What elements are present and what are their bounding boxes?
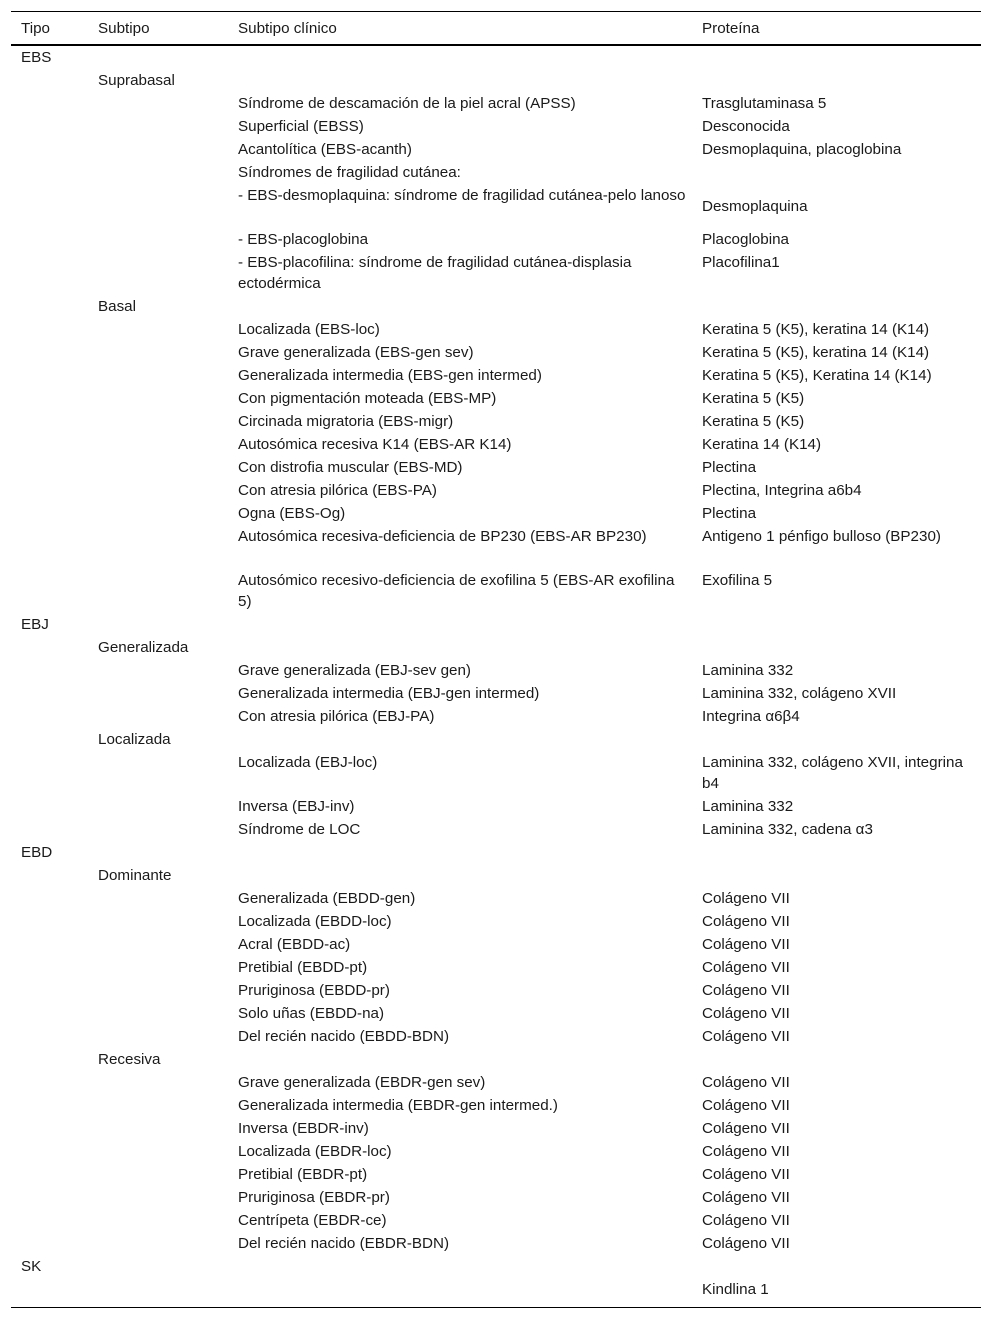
cell-tipo: EBS <box>21 49 52 66</box>
cell-subtipo-clinico: Síndrome de LOC <box>238 821 361 838</box>
cell-subtipo <box>88 456 228 479</box>
cell-tipo <box>11 659 88 682</box>
cell-subtipo <box>88 751 228 795</box>
cell-proteina: Keratina 5 (K5), Keratina 14 (K14) <box>702 367 932 384</box>
cell-subtipo-clinico: - EBS-placofilina: síndrome de fragilidad cutánea-displasia ectodérmica <box>238 254 632 292</box>
cell-tipo <box>11 887 88 910</box>
cell-proteina: Exofilina 5 <box>702 572 773 589</box>
cell-subtipo-clinico: Pretibial (EBDD-pt) <box>238 959 368 976</box>
table-row <box>11 364 981 387</box>
cell-subtipo-clinico: Inversa (EBDR-inv) <box>238 1120 369 1137</box>
cell-proteina: Keratina 5 (K5), keratina 14 (K14) <box>702 344 930 361</box>
cell-tipo <box>11 979 88 1002</box>
cell-subtipo <box>88 228 228 251</box>
cell-subtipo <box>88 433 228 456</box>
cell-proteina: Colágeno VII <box>702 936 790 953</box>
cell-proteina: Colágeno VII <box>702 1143 790 1160</box>
cell-tipo <box>11 364 88 387</box>
table-row <box>11 138 981 161</box>
cell-subtipo <box>88 979 228 1002</box>
cell-subtipo <box>88 1255 228 1278</box>
cell-tipo <box>11 682 88 705</box>
cell-tipo <box>11 818 88 841</box>
cell-tipo <box>11 318 88 341</box>
cell-tipo <box>11 1163 88 1186</box>
cell-subtipo-clinico: Localizada (EBS-loc) <box>238 321 380 338</box>
cell-subtipo <box>88 138 228 161</box>
cell-subtipo-clinico: Acral (EBDD-ac) <box>238 936 351 953</box>
table-row <box>11 1186 981 1209</box>
cell-proteina: Desmoplaquina, placoglobina <box>702 141 902 158</box>
table-row <box>11 410 981 433</box>
cell-proteina: Laminina 332, cadena α3 <box>702 821 873 838</box>
cell-proteina: Colágeno VII <box>702 1097 790 1114</box>
cell-subtipo <box>88 705 228 728</box>
table-row <box>11 636 981 659</box>
cell-subtipo <box>88 956 228 979</box>
cell-tipo <box>11 228 88 251</box>
table-row <box>11 933 981 956</box>
table-row <box>11 387 981 410</box>
cell-proteina: Keratina 5 (K5), keratina 14 (K14) <box>702 321 930 338</box>
cell-subtipo-clinico: Localizada (EBJ-loc) <box>238 754 378 771</box>
table-row <box>11 956 981 979</box>
cell-subtipo-clinico: Acantolítica (EBS-acanth) <box>238 141 412 158</box>
cell-subtipo-clinico: Con atresia pilórica (EBS-PA) <box>238 482 437 499</box>
table-row <box>11 682 981 705</box>
table-row <box>11 115 981 138</box>
cell-subtipo: Generalizada <box>98 639 189 656</box>
table-row <box>11 864 981 887</box>
cell-proteina <box>692 295 981 318</box>
cell-proteina <box>692 864 981 887</box>
cell-subtipo-clinico: Con pigmentación moteada (EBS-MP) <box>238 390 497 407</box>
cell-subtipo-clinico: Circinada migratoria (EBS-migr) <box>238 413 454 430</box>
cell-proteina: Placofilina1 <box>702 254 780 271</box>
cell-subtipo <box>88 887 228 910</box>
table-row <box>11 69 981 92</box>
cell-proteina: Colágeno VII <box>702 982 790 999</box>
header-proteina: Proteína <box>692 12 981 46</box>
cell-tipo <box>11 1186 88 1209</box>
cell-tipo: EBD <box>21 844 53 861</box>
table-row <box>11 1232 981 1255</box>
cell-subtipo-clinico: Solo uñas (EBDD-na) <box>238 1005 385 1022</box>
cell-proteina <box>692 1048 981 1071</box>
table-row <box>11 1002 981 1025</box>
table-row <box>11 1278 981 1308</box>
table-row <box>11 910 981 933</box>
cell-subtipo-clinico: Generalizada intermedia (EBDR-gen intermed.) <box>238 1097 558 1114</box>
cell-proteina: Keratina 5 (K5) <box>702 390 805 407</box>
cell-proteina: Plectina <box>702 505 757 522</box>
header-subtipo-clinico: Subtipo clínico <box>228 12 692 46</box>
cell-tipo <box>11 751 88 795</box>
table-row <box>11 818 981 841</box>
cell-subtipo <box>88 341 228 364</box>
cell-subtipo-clinico <box>228 613 692 636</box>
table-row <box>11 502 981 525</box>
table-row <box>11 45 981 69</box>
table-row <box>11 92 981 115</box>
cell-tipo <box>11 410 88 433</box>
cell-subtipo <box>88 318 228 341</box>
cell-subtipo <box>88 841 228 864</box>
cell-subtipo-clinico: Con distrofia muscular (EBS-MD) <box>238 459 463 476</box>
cell-proteina: Colágeno VII <box>702 1028 790 1045</box>
cell-tipo: EBJ <box>21 616 49 633</box>
cell-tipo <box>11 341 88 364</box>
cell-proteina: Desmoplaquina <box>702 197 808 215</box>
cell-proteina: Placoglobina <box>702 231 789 248</box>
cell-subtipo <box>88 115 228 138</box>
cell-subtipo <box>88 502 228 525</box>
cell-subtipo <box>88 910 228 933</box>
cell-subtipo <box>88 1117 228 1140</box>
cell-tipo <box>11 795 88 818</box>
table-row <box>11 795 981 818</box>
cell-proteina: Colágeno VII <box>702 1005 790 1022</box>
cell-subtipo-clinico: Generalizada (EBDD-gen) <box>238 890 416 907</box>
table-row <box>11 1117 981 1140</box>
cell-subtipo-clinico: Generalizada intermedia (EBJ-gen intermed) <box>238 685 540 702</box>
cell-subtipo <box>88 45 228 69</box>
cell-subtipo <box>88 387 228 410</box>
cell-subtipo-clinico: Localizada (EBDR-loc) <box>238 1143 392 1160</box>
cell-tipo <box>11 1140 88 1163</box>
cell-proteina: Colágeno VII <box>702 890 790 907</box>
cell-subtipo-clinico: Grave generalizada (EBDR-gen sev) <box>238 1074 486 1091</box>
cell-tipo <box>11 705 88 728</box>
cell-proteina <box>692 728 981 751</box>
cell-subtipo-clinico: Grave generalizada (EBJ-sev gen) <box>238 662 471 679</box>
cell-subtipo-clinico <box>228 728 692 751</box>
cell-subtipo-clinico <box>228 69 692 92</box>
table-row <box>11 341 981 364</box>
cell-tipo <box>11 1117 88 1140</box>
cell-tipo <box>11 525 88 569</box>
cell-proteina: Desconocida <box>702 118 790 135</box>
cell-proteina: Keratina 14 (K14) <box>702 436 822 453</box>
table-row <box>11 728 981 751</box>
cell-proteina <box>692 45 981 69</box>
cell-subtipo-clinico <box>228 864 692 887</box>
cell-proteina: Laminina 332, colágeno XVII, integrina b4 <box>702 754 963 792</box>
cell-tipo <box>11 184 88 228</box>
cell-proteina <box>692 161 981 184</box>
cell-proteina: Colágeno VII <box>702 913 790 930</box>
cell-subtipo-clinico: Superficial (EBSS) <box>238 118 364 135</box>
cell-subtipo-clinico: Síndrome de descamación de la piel acral (APSS) <box>238 95 576 112</box>
cell-subtipo: Basal <box>98 298 136 315</box>
table-row <box>11 659 981 682</box>
cell-proteina <box>692 613 981 636</box>
table-row <box>11 1094 981 1117</box>
cell-subtipo-clinico <box>228 636 692 659</box>
cell-subtipo <box>88 933 228 956</box>
cell-proteina <box>692 636 981 659</box>
cell-tipo <box>11 295 88 318</box>
cell-subtipo <box>88 161 228 184</box>
table-header-row <box>11 12 981 46</box>
cell-tipo <box>11 956 88 979</box>
cell-subtipo-clinico <box>228 1255 692 1278</box>
cell-subtipo-clinico: Grave generalizada (EBS-gen sev) <box>238 344 474 361</box>
cell-proteina: Colágeno VII <box>702 1189 790 1206</box>
cell-subtipo <box>88 569 228 613</box>
table-row <box>11 1163 981 1186</box>
cell-subtipo <box>88 1094 228 1117</box>
cell-tipo <box>11 502 88 525</box>
cell-subtipo-clinico: Pruriginosa (EBDD-pr) <box>238 982 390 999</box>
cell-subtipo-clinico: Autosómica recesiva-deficiencia de BP230 (EBS-AR BP230) <box>238 528 647 545</box>
cell-subtipo-clinico: Pretibial (EBDR-pt) <box>238 1166 368 1183</box>
table-row <box>11 318 981 341</box>
cell-proteina: Laminina 332 <box>702 798 794 815</box>
cell-proteina: Plectina <box>702 459 757 476</box>
cell-tipo <box>11 1071 88 1094</box>
table-row <box>11 479 981 502</box>
cell-subtipo <box>88 1186 228 1209</box>
cell-tipo: SK <box>21 1258 42 1275</box>
header-tipo: Tipo <box>11 12 88 46</box>
cell-subtipo-clinico <box>228 1048 692 1071</box>
cell-subtipo-clinico: Con atresia pilórica (EBJ-PA) <box>238 708 435 725</box>
cell-tipo <box>11 864 88 887</box>
cell-tipo <box>11 569 88 613</box>
table-row <box>11 1255 981 1278</box>
cell-tipo <box>11 433 88 456</box>
cell-proteina: Colágeno VII <box>702 1166 790 1183</box>
cell-subtipo <box>88 1002 228 1025</box>
cell-proteina: Trasglutaminasa 5 <box>702 95 827 112</box>
table-body <box>11 45 981 1308</box>
cell-subtipo-clinico: Pruriginosa (EBDR-pr) <box>238 1189 390 1206</box>
cell-tipo <box>11 636 88 659</box>
table-row <box>11 1048 981 1071</box>
table-row <box>11 456 981 479</box>
cell-proteina: Colágeno VII <box>702 1074 790 1091</box>
cell-proteina <box>692 1255 981 1278</box>
cell-tipo <box>11 161 88 184</box>
cell-tipo <box>11 1278 88 1308</box>
cell-tipo <box>11 387 88 410</box>
cell-subtipo-clinico: Del recién nacido (EBDD-BDN) <box>238 1028 450 1045</box>
cell-proteina: Keratina 5 (K5) <box>702 413 805 430</box>
cell-tipo <box>11 910 88 933</box>
cell-proteina: Kindlina 1 <box>702 1281 769 1298</box>
table-row <box>11 1071 981 1094</box>
cell-subtipo <box>88 659 228 682</box>
table-row <box>11 228 981 251</box>
cell-subtipo <box>88 1025 228 1048</box>
cell-proteina: Integrina α6β4 <box>702 708 800 725</box>
table-row <box>11 184 981 228</box>
cell-subtipo <box>88 479 228 502</box>
cell-subtipo <box>88 1163 228 1186</box>
cell-subtipo-clinico: Generalizada intermedia (EBS-gen intermed) <box>238 367 542 384</box>
table-row <box>11 613 981 636</box>
cell-subtipo-clinico: Autosómico recesivo-deficiencia de exofilina 5 (EBS-AR exofilina 5) <box>238 572 675 610</box>
cell-subtipo: Recesiva <box>98 1051 161 1068</box>
cell-subtipo-clinico: Síndromes de fragilidad cutánea: <box>238 164 461 181</box>
cell-subtipo <box>88 1232 228 1255</box>
cell-tipo <box>11 1002 88 1025</box>
cell-subtipo-clinico <box>228 295 692 318</box>
table-row <box>11 887 981 910</box>
cell-subtipo <box>88 251 228 295</box>
cell-tipo <box>11 728 88 751</box>
table-row <box>11 1209 981 1232</box>
cell-subtipo <box>88 613 228 636</box>
cell-tipo <box>11 1094 88 1117</box>
cell-subtipo <box>88 525 228 569</box>
cell-subtipo-clinico: Ogna (EBS-Og) <box>238 505 346 522</box>
cell-proteina: Laminina 332 <box>702 662 794 679</box>
cell-tipo <box>11 1025 88 1048</box>
table-row <box>11 433 981 456</box>
cell-proteina: Antigeno 1 pénfigo bulloso (BP230) <box>702 528 941 545</box>
classification-table-container <box>11 11 981 1308</box>
cell-tipo <box>11 138 88 161</box>
cell-proteina: Colágeno VII <box>702 1212 790 1229</box>
table-row <box>11 705 981 728</box>
cell-subtipo <box>88 364 228 387</box>
cell-tipo <box>11 456 88 479</box>
cell-subtipo: Localizada <box>98 731 171 748</box>
table-row <box>11 251 981 295</box>
table-row <box>11 161 981 184</box>
cell-subtipo-clinico: - EBS-desmoplaquina: síndrome de fragilidad cutánea-pelo lanoso <box>238 187 686 204</box>
table-row <box>11 751 981 795</box>
cell-subtipo-clinico: Localizada (EBDD-loc) <box>238 913 392 930</box>
table-row <box>11 841 981 864</box>
cell-proteina: Laminina 332, colágeno XVII <box>702 685 897 702</box>
cell-subtipo <box>88 1278 228 1308</box>
table-row <box>11 1140 981 1163</box>
eb-classification-table <box>11 11 981 1308</box>
cell-subtipo <box>88 410 228 433</box>
table-row <box>11 295 981 318</box>
cell-proteina: Plectina, Integrina a6b4 <box>702 482 862 499</box>
cell-tipo <box>11 69 88 92</box>
cell-subtipo: Dominante <box>98 867 172 884</box>
cell-tipo <box>11 1209 88 1232</box>
cell-proteina <box>692 841 981 864</box>
cell-proteina: Colágeno VII <box>702 959 790 976</box>
cell-subtipo-clinico: Inversa (EBJ-inv) <box>238 798 355 815</box>
cell-subtipo-clinico: - EBS-placoglobina <box>238 231 369 248</box>
cell-tipo <box>11 1232 88 1255</box>
cell-subtipo <box>88 1071 228 1094</box>
cell-subtipo-clinico <box>228 1278 692 1308</box>
cell-proteina <box>692 69 981 92</box>
cell-tipo <box>11 479 88 502</box>
cell-subtipo <box>88 1209 228 1232</box>
cell-subtipo <box>88 184 228 228</box>
table-row <box>11 979 981 1002</box>
header-subtipo: Subtipo <box>88 12 228 46</box>
cell-proteina: Colágeno VII <box>702 1120 790 1137</box>
cell-tipo <box>11 933 88 956</box>
cell-tipo <box>11 1048 88 1071</box>
cell-subtipo-clinico <box>228 841 692 864</box>
cell-subtipo <box>88 818 228 841</box>
cell-subtipo <box>88 795 228 818</box>
cell-subtipo-clinico <box>228 45 692 69</box>
cell-subtipo-clinico: Del recién nacido (EBDR-BDN) <box>238 1235 450 1252</box>
cell-subtipo <box>88 682 228 705</box>
cell-subtipo-clinico: Autosómica recesiva K14 (EBS-AR K14) <box>238 436 512 453</box>
cell-proteina: Colágeno VII <box>702 1235 790 1252</box>
cell-subtipo-clinico: Centrípeta (EBDR-ce) <box>238 1212 387 1229</box>
cell-subtipo: Suprabasal <box>98 72 175 89</box>
table-row <box>11 1025 981 1048</box>
table-row <box>11 569 981 613</box>
cell-tipo <box>11 251 88 295</box>
cell-tipo <box>11 115 88 138</box>
table-row <box>11 525 981 569</box>
cell-tipo <box>11 92 88 115</box>
cell-subtipo <box>88 1140 228 1163</box>
cell-subtipo <box>88 92 228 115</box>
